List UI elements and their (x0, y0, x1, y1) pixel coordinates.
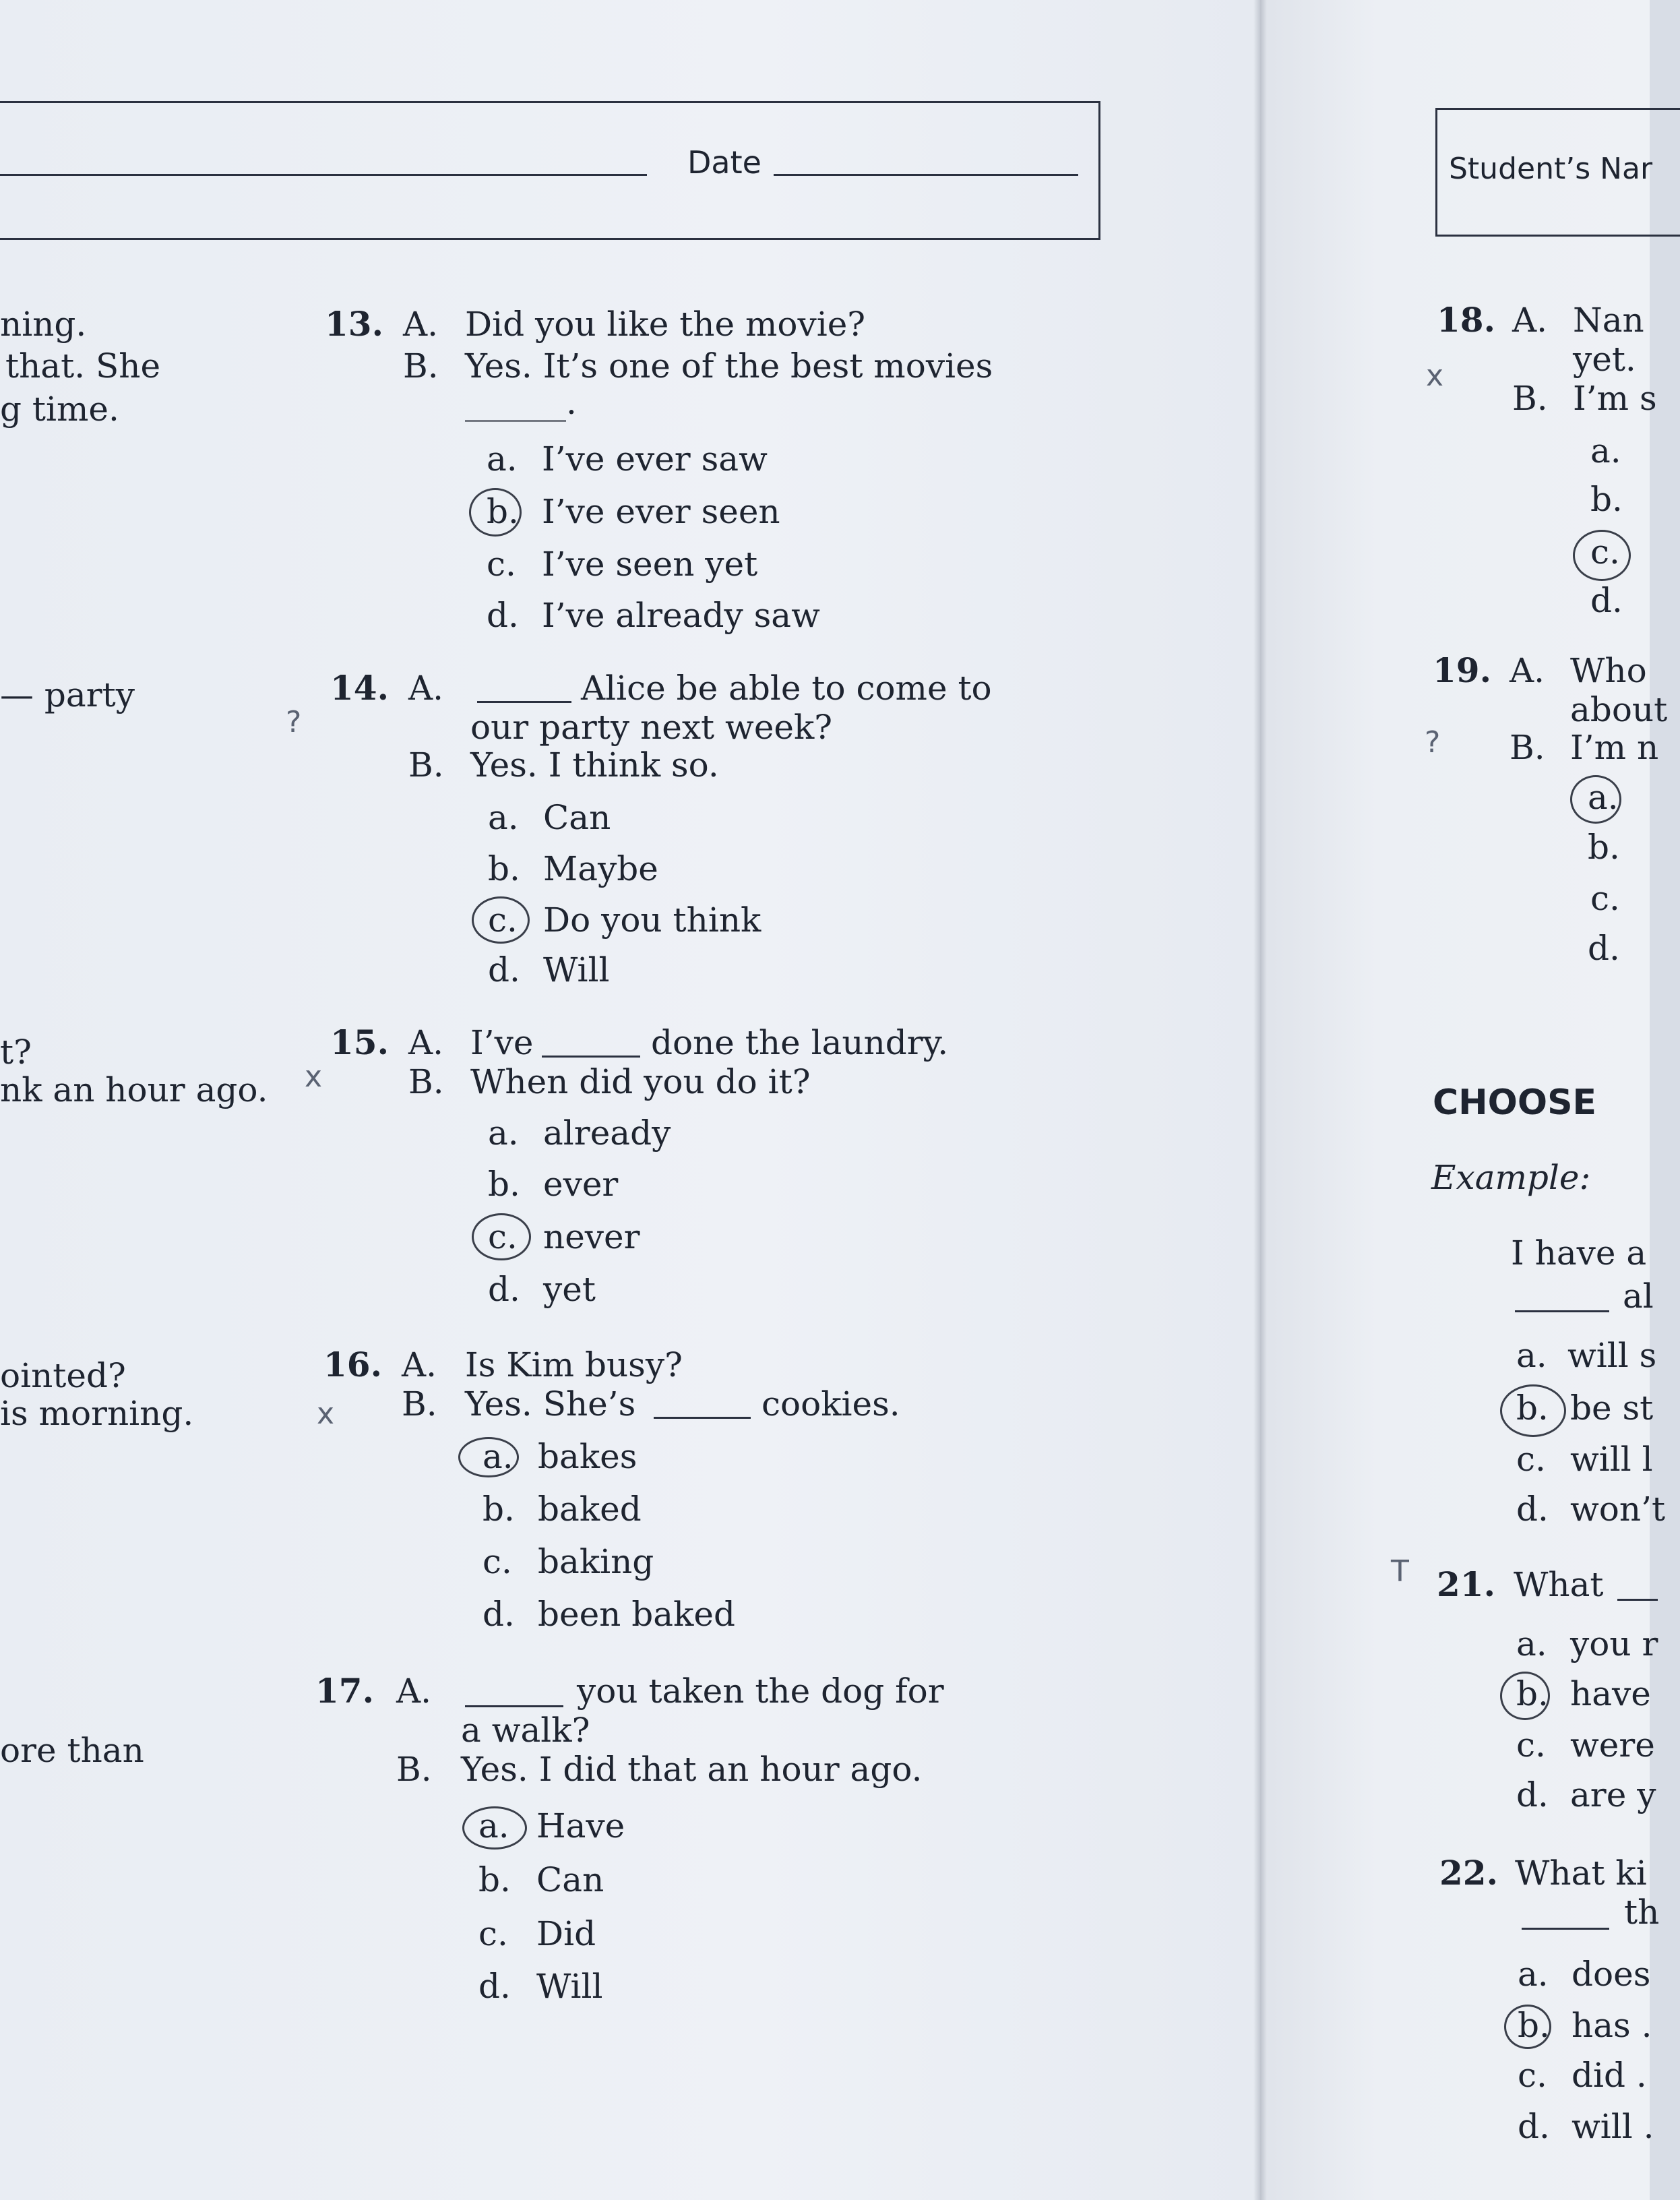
option-letter[interactable]: a. (488, 798, 519, 837)
option-text[interactable]: have (1570, 1674, 1651, 1713)
speaker-a-text: Is Kim busy? (465, 1345, 683, 1384)
header-box (0, 101, 1100, 240)
left-fragment: ning. (0, 305, 87, 344)
option-text: be st (1570, 1388, 1654, 1428)
speaker-a-cont: our party next week? (470, 708, 833, 747)
section-title: CHOOSE (1433, 1082, 1597, 1123)
option-text[interactable]: yet (543, 1270, 596, 1309)
option-text[interactable]: Did (536, 1914, 596, 1953)
option-text[interactable]: you r (1570, 1624, 1658, 1663)
question-text: What ki (1515, 1854, 1647, 1893)
option-letter[interactable]: a. (487, 439, 518, 479)
question-number: 16. (323, 1345, 382, 1384)
speaker-b-text-post: cookies. (761, 1384, 900, 1424)
option-text[interactable]: Will (536, 1967, 603, 2006)
answer-blank[interactable] (542, 1056, 640, 1058)
page-fold (1253, 0, 1267, 2200)
option-letter[interactable]: b. (1516, 1674, 1549, 1713)
option-letter[interactable]: c. (1590, 879, 1620, 918)
handwritten-question-mark: ? (1425, 725, 1441, 760)
option-letter[interactable]: a. (488, 1113, 519, 1153)
question-cont: th (1624, 1893, 1660, 1932)
option-text: will l (1570, 1440, 1653, 1479)
option-text[interactable]: ever (543, 1165, 619, 1204)
option-text: won’t (1570, 1490, 1666, 1529)
question-number: 15. (330, 1022, 389, 1062)
option-letter[interactable]: a. (478, 1806, 509, 1845)
option-letter[interactable]: d. (1518, 2107, 1550, 2146)
option-letter[interactable]: d. (488, 1270, 520, 1309)
speaker-a-label: A. (1510, 651, 1545, 690)
option-text[interactable]: Can (536, 1860, 604, 1899)
left-fragment: nk an hour ago. (0, 1070, 268, 1109)
answer-circle (1570, 775, 1621, 824)
speaker-b-label: B. (402, 1384, 437, 1424)
option-letter[interactable]: d. (1516, 1775, 1549, 1814)
speaker-a-text: Who (1570, 651, 1647, 690)
speaker-b-blank[interactable]: ______. (465, 383, 577, 422)
question-number: 18. (1437, 300, 1495, 340)
option-text[interactable]: Do you think (543, 900, 761, 940)
speaker-a-label: A. (408, 669, 444, 708)
question-number: 13. (325, 304, 383, 344)
option-letter[interactable]: c. (488, 900, 518, 940)
speaker-b-label: B. (408, 745, 444, 785)
option-text[interactable]: does (1572, 1955, 1651, 1994)
answer-blank[interactable] (1522, 1928, 1609, 1930)
speaker-a-cont: a walk? (461, 1711, 590, 1750)
answer-circle (1504, 2005, 1551, 2049)
speaker-a-label: A. (396, 1672, 432, 1711)
option-letter[interactable]: c. (483, 1542, 512, 1581)
answer-circle (472, 1213, 531, 1260)
option-text[interactable]: Have (536, 1806, 625, 1845)
speaker-b-text: Yes. I think so. (470, 745, 719, 785)
option-text[interactable]: are y (1570, 1775, 1656, 1814)
left-fragment: that. She (5, 346, 161, 386)
option-letter: d. (1516, 1490, 1549, 1529)
speaker-b-text: I’m n (1570, 728, 1659, 767)
header-name-rule (0, 174, 647, 176)
option-letter[interactable]: c. (1516, 1725, 1546, 1765)
speaker-a-text-post: done the laundry. (651, 1023, 949, 1062)
handwritten-x-mark: x (305, 1060, 323, 1094)
option-letter[interactable]: c. (1518, 2056, 1547, 2095)
option-text: will s (1567, 1336, 1657, 1375)
speaker-b-label: B. (1512, 379, 1548, 418)
answer-circle (469, 488, 522, 537)
handwritten-question-mark: ? (286, 705, 302, 739)
option-letter[interactable]: a. (1588, 778, 1619, 817)
speaker-b-text: Yes. I did that an hour ago. (461, 1750, 923, 1789)
student-name-label: Student’s Nar (1449, 152, 1653, 186)
answer-blank[interactable] (1617, 1599, 1658, 1601)
question-number: 14. (330, 668, 389, 708)
left-fragment: ointed? (0, 1356, 126, 1395)
answer-blank[interactable] (465, 1705, 563, 1707)
option-letter[interactable]: b. (488, 849, 520, 888)
answer-circle (1500, 1672, 1550, 1720)
option-text[interactable]: been baked (538, 1595, 735, 1634)
option-text[interactable]: Can (543, 798, 611, 837)
speaker-a-label: A. (403, 305, 439, 344)
left-fragment: g time. (0, 390, 119, 429)
handwritten-x-mark: x (1426, 359, 1444, 393)
option-letter[interactable]: a. (483, 1437, 514, 1476)
option-letter[interactable]: c. (1590, 532, 1620, 572)
speaker-b-text-pre: Yes. She’s (465, 1384, 636, 1424)
answer-blank[interactable] (477, 701, 571, 703)
speaker-b-label: B. (1510, 728, 1545, 767)
option-letter[interactable]: b. (1518, 2006, 1550, 2045)
question-number: 17. (315, 1671, 374, 1711)
speaker-a-text: Alice be able to come to (581, 669, 992, 708)
option-letter[interactable]: b. (1588, 828, 1620, 867)
option-letter[interactable]: a. (1518, 1955, 1549, 1994)
speaker-b-label: B. (403, 346, 439, 386)
speaker-a-text: Did you like the movie? (465, 305, 866, 344)
question-number: 22. (1439, 1853, 1498, 1893)
option-letter[interactable]: d. (478, 1967, 511, 2006)
option-letter[interactable]: b. (1590, 480, 1623, 519)
option-text[interactable]: will . (1572, 2107, 1654, 2146)
option-letter[interactable]: a. (1590, 431, 1621, 470)
option-text[interactable]: I’ve ever saw (542, 439, 768, 479)
speaker-a-text-pre: I’ve (470, 1023, 534, 1062)
answer-circle (458, 1437, 519, 1477)
option-letter: b. (1516, 1388, 1549, 1428)
option-letter[interactable]: c. (487, 545, 516, 584)
option-text[interactable]: Will (543, 950, 610, 989)
example-blank (1515, 1310, 1609, 1312)
option-text[interactable]: never (543, 1217, 640, 1256)
left-fragment: ore than (0, 1731, 144, 1770)
option-text[interactable]: has . (1572, 2006, 1652, 2045)
date-label: Date (687, 144, 761, 181)
option-letter[interactable]: d. (487, 596, 519, 635)
option-text[interactable]: already (543, 1113, 671, 1153)
option-letter[interactable]: b. (487, 492, 519, 531)
speaker-b-text: I’m s (1573, 379, 1657, 418)
answer-circle (472, 896, 530, 944)
speaker-b-label: B. (408, 1062, 444, 1101)
option-text[interactable]: I’ve seen yet (542, 545, 758, 584)
answer-blank[interactable] (654, 1417, 751, 1419)
option-letter[interactable]: c. (488, 1217, 518, 1256)
option-text[interactable]: baked (538, 1490, 642, 1529)
left-fragment: t? (0, 1033, 32, 1072)
speaker-a-text: you taken the dog for (577, 1672, 944, 1711)
option-letter[interactable]: b. (488, 1165, 520, 1204)
answer-circle (1500, 1384, 1566, 1437)
option-letter[interactable]: b. (483, 1490, 515, 1529)
speaker-a-label: A. (408, 1023, 444, 1062)
option-text[interactable]: did . (1572, 2056, 1647, 2095)
option-letter: a. (1516, 1336, 1547, 1375)
option-text[interactable]: bakes (538, 1437, 637, 1476)
option-text[interactable]: baking (538, 1542, 654, 1581)
option-letter[interactable]: d. (1590, 581, 1623, 620)
option-letter[interactable]: d. (488, 950, 520, 989)
option-letter: c. (1516, 1440, 1546, 1479)
question-number: 19. (1433, 650, 1491, 690)
left-fragment: — party (0, 675, 135, 714)
handwritten-x-mark: x (317, 1397, 335, 1431)
speaker-b-label: B. (396, 1750, 432, 1789)
example-text: I have a (1511, 1233, 1647, 1273)
date-field-line[interactable] (774, 174, 1078, 176)
speaker-a-label: A. (1512, 301, 1548, 340)
example-label: Example: (1431, 1158, 1591, 1197)
left-fragment: is morning. (0, 1394, 194, 1433)
answer-circle (462, 1806, 527, 1850)
speaker-b-text: When did you do it? (470, 1062, 811, 1101)
speaker-a-cont: about (1570, 690, 1668, 729)
option-letter[interactable]: d. (483, 1595, 515, 1634)
option-letter[interactable]: a. (1516, 1624, 1547, 1663)
speaker-a-text: Nan (1573, 301, 1644, 340)
speaker-a-cont: yet. (1573, 340, 1636, 379)
example-cont: al (1623, 1277, 1654, 1316)
answer-circle (1573, 530, 1631, 581)
option-text[interactable]: I’ve already saw (542, 596, 820, 635)
question-number: 21. (1437, 1564, 1495, 1604)
handwritten-t-mark: T (1391, 1554, 1409, 1589)
option-letter[interactable]: b. (478, 1860, 511, 1899)
speaker-b-text: Yes. It’s one of the best movies (465, 346, 993, 386)
option-text[interactable]: Maybe (543, 849, 658, 888)
question-text: What (1514, 1565, 1604, 1604)
option-letter[interactable]: d. (1588, 929, 1620, 968)
option-letter[interactable]: c. (478, 1914, 508, 1953)
option-text[interactable]: I’ve ever seen (542, 492, 780, 531)
speaker-a-label: A. (402, 1345, 437, 1384)
option-text[interactable]: were (1570, 1725, 1655, 1765)
